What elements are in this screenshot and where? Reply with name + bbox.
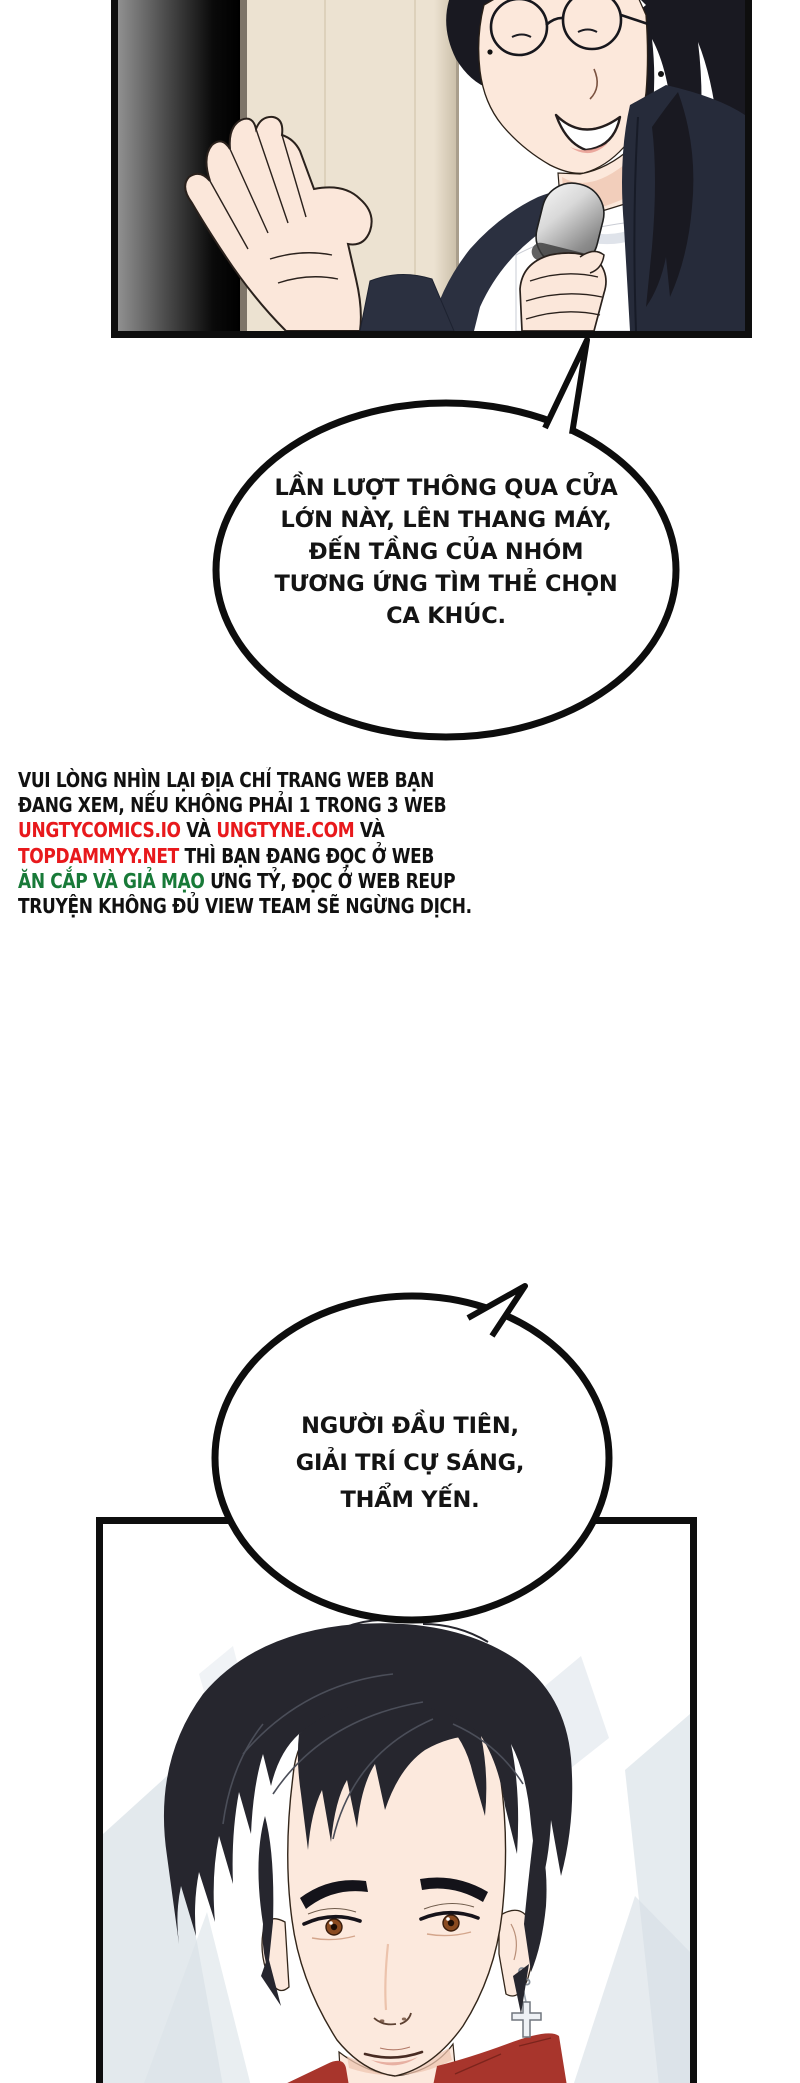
- gripping-hand: [520, 251, 606, 331]
- ear-stud: [487, 49, 492, 54]
- speech-bubble-line: CA KHÚC.: [386, 603, 506, 629]
- piracy-notice-line: ĐANG XEM, NẾU KHÔNG PHẢI 1 TRONG 3 WEB: [18, 793, 447, 818]
- speech-bubble-2: [190, 1272, 630, 1638]
- speech-bubble-line: ĐẾN TẦNG CỦA NHÓM: [308, 539, 584, 565]
- speech-bubble-line: THẨM YẾN.: [340, 1487, 480, 1513]
- ear-stud: [658, 71, 664, 77]
- speech-bubble-1-text: [216, 472, 676, 632]
- piracy-notice-line: TOPDAMMYY.NET THÌ BẠN ĐANG ĐỌC Ở WEB: [18, 843, 435, 868]
- piracy-notice-line: VUI LÒNG NHÌN LẠI ĐỊA CHỈ TRANG WEB BẠN: [18, 768, 435, 792]
- speech-bubble-line: LẦN LƯỢT THÔNG QUA CỬA: [274, 475, 618, 501]
- speech-bubble-line: GIẢI TRÍ CỰ SÁNG,: [295, 1450, 525, 1476]
- speech-bubble-line: LỚN NÀY, LÊN THANG MÁY,: [280, 507, 612, 533]
- piracy-notice-line: ĂN CẮP VÀ GIẢ MẠO ƯNG TỶ, ĐỌC Ở WEB REUP: [18, 868, 456, 893]
- piracy-notice: [18, 768, 511, 919]
- panel-top-art: [118, 0, 745, 331]
- speech-bubble-1: [200, 330, 700, 762]
- speech-bubble-line: TƯƠNG ỨNG TÌM THẺ CHỌN: [274, 571, 618, 597]
- piracy-notice-line: TRUYỆN KHÔNG ĐỦ VIEW TEAM SẼ NGỪNG DỊCH.: [18, 894, 472, 919]
- speech-bubble-2-text: [210, 1408, 610, 1519]
- panel-top: [111, 0, 752, 338]
- piracy-notice-line: UNGTYCOMICS.IO VÀ UNGTYNE.COM VÀ: [18, 818, 385, 843]
- speech-bubble-line: NGƯỜI ĐẦU TIÊN,: [301, 1413, 519, 1439]
